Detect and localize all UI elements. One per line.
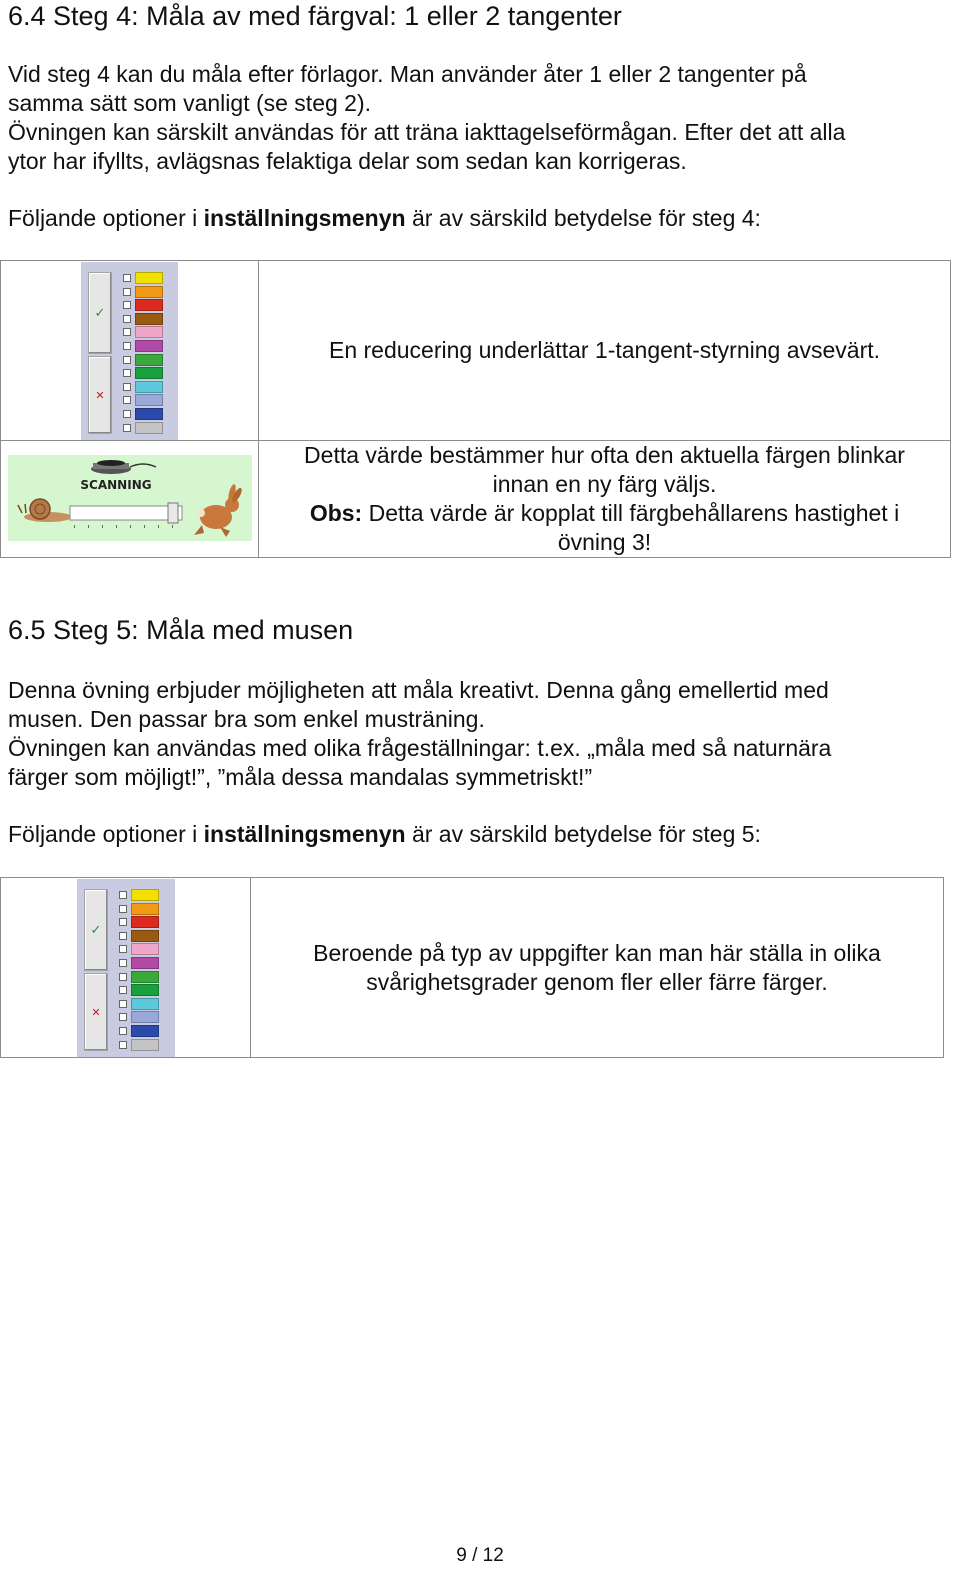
snail-icon (18, 499, 72, 522)
color-checkbox (119, 945, 127, 953)
color-swatch (131, 889, 159, 901)
color-swatch (131, 1011, 159, 1023)
option-description: Detta värde bestämmer hur ofta den aktuella färgen blinkar innan en ny färg väljs. Obs: Detta värde är kopplat till färgbehållarens hastighet i övning 3! (259, 441, 951, 558)
option-description: Beroende på typ av uppgifter kan man här ställa in olika svårighetsgrader genom fler eller färre färger. (251, 878, 944, 1058)
color-swatch (135, 313, 163, 325)
speed-slider (70, 503, 182, 528)
scanning-speed-image (8, 455, 252, 541)
settings-menu-term: inställningsmenyn (203, 821, 406, 847)
color-swatch (135, 299, 163, 311)
color-swatch (135, 354, 163, 366)
color-swatch (135, 394, 163, 406)
color-checkbox (123, 424, 131, 432)
obs-label: Obs: (309, 500, 363, 526)
color-swatch (131, 998, 159, 1010)
paragraph-line: ytor har ifyllts, avlägsnas felaktiga delar som sedan kan korrigeras. (8, 148, 687, 174)
section-6-4-heading: 6.4 Steg 4: Måla av med färgval: 1 eller 2 tangenter (8, 1, 622, 31)
color-swatch (131, 916, 159, 928)
options-intro-step5: Följande optioner i inställningsmenyn är av särskild betydelse för steg 5: (8, 821, 761, 847)
color-swatch (131, 943, 159, 955)
cross-icon: ✕ (95, 388, 105, 402)
color-swatch (131, 971, 159, 983)
scanning-label: SCANNING (80, 478, 152, 492)
color-swatch (131, 1039, 159, 1051)
color-checkbox (123, 342, 131, 350)
color-checkbox (119, 1041, 127, 1049)
paragraph-line: färger som möjligt!”, ”måla dessa mandalas symmetriskt!” (8, 764, 593, 790)
color-palette-image (77, 879, 175, 1057)
color-checkbox (119, 1000, 127, 1008)
color-checkbox (119, 973, 127, 981)
color-checkbox (123, 410, 131, 418)
options-table-step4 (0, 260, 951, 558)
color-checkbox (119, 959, 127, 967)
color-swatch (135, 326, 163, 338)
paragraph-line: Övningen kan särskilt användas för att träna iakttagelseförmågan. Efter det att alla (8, 119, 846, 145)
color-checkbox (123, 328, 131, 336)
color-swatch (135, 286, 163, 298)
settings-menu-term: inställningsmenyn (203, 205, 406, 231)
color-checkbox (123, 288, 131, 296)
color-swatch (131, 984, 159, 996)
color-checkbox (123, 301, 131, 309)
color-checkbox (123, 315, 131, 323)
color-checkbox (119, 1027, 127, 1035)
color-checkbox (119, 918, 127, 926)
options-intro-step4: Följande optioner i inställningsmenyn är av särskild betydelse för steg 4: (8, 205, 761, 231)
color-checkbox (123, 383, 131, 391)
cross-icon: ✕ (91, 1005, 101, 1019)
color-checkbox (123, 356, 131, 364)
color-swatch (131, 957, 159, 969)
color-swatch (135, 367, 163, 379)
paragraph-line: Övningen kan användas med olika frågeställningar: t.ex. „måla med så naturnära (8, 735, 832, 761)
section-6-5-heading: 6.5 Steg 5: Måla med musen (8, 615, 354, 645)
cross-button (88, 356, 112, 434)
paragraph-line: musen. Den passar bra som enkel musträning. (8, 706, 485, 732)
color-checkbox (123, 274, 131, 282)
option-description: En reducering underlättar 1-tangent-styrning avsevärt. (259, 261, 951, 441)
color-checkbox (119, 1013, 127, 1021)
palette-image-cell (1, 261, 259, 441)
rabbit-icon (194, 484, 244, 537)
color-swatch (135, 422, 163, 434)
color-swatch (131, 930, 159, 942)
color-swatch (135, 381, 163, 393)
palette-image-cell (1, 878, 251, 1058)
color-swatch (135, 408, 163, 420)
paragraph-line: Vid steg 4 kan du måla efter förlagor. Man använder åter 1 eller 2 tangenter på (8, 61, 807, 87)
color-swatch (131, 1025, 159, 1037)
options-table-step5 (0, 877, 944, 1058)
check-button (88, 272, 112, 354)
paragraph-line: Denna övning erbjuder möjligheten att måla kreativt. Denna gång emellertid med (8, 677, 829, 703)
color-swatch (131, 903, 159, 915)
switch-icon (91, 460, 156, 474)
scanning-image-cell (1, 441, 259, 558)
check-icon: ✓ (94, 305, 106, 321)
check-icon: ✓ (90, 922, 102, 938)
page-number: 9 / 12 (456, 1545, 504, 1566)
cross-button (84, 973, 108, 1051)
color-checkbox (119, 891, 127, 899)
color-checkbox (123, 369, 131, 377)
color-checkbox (123, 396, 131, 404)
color-palette-image (81, 262, 178, 440)
color-swatch (135, 272, 163, 284)
color-checkbox (119, 932, 127, 940)
paragraph-line: samma sätt som vanligt (se steg 2). (8, 90, 372, 116)
color-checkbox (119, 986, 127, 994)
color-swatch (135, 340, 163, 352)
check-button (84, 889, 108, 971)
color-checkbox (119, 905, 127, 913)
